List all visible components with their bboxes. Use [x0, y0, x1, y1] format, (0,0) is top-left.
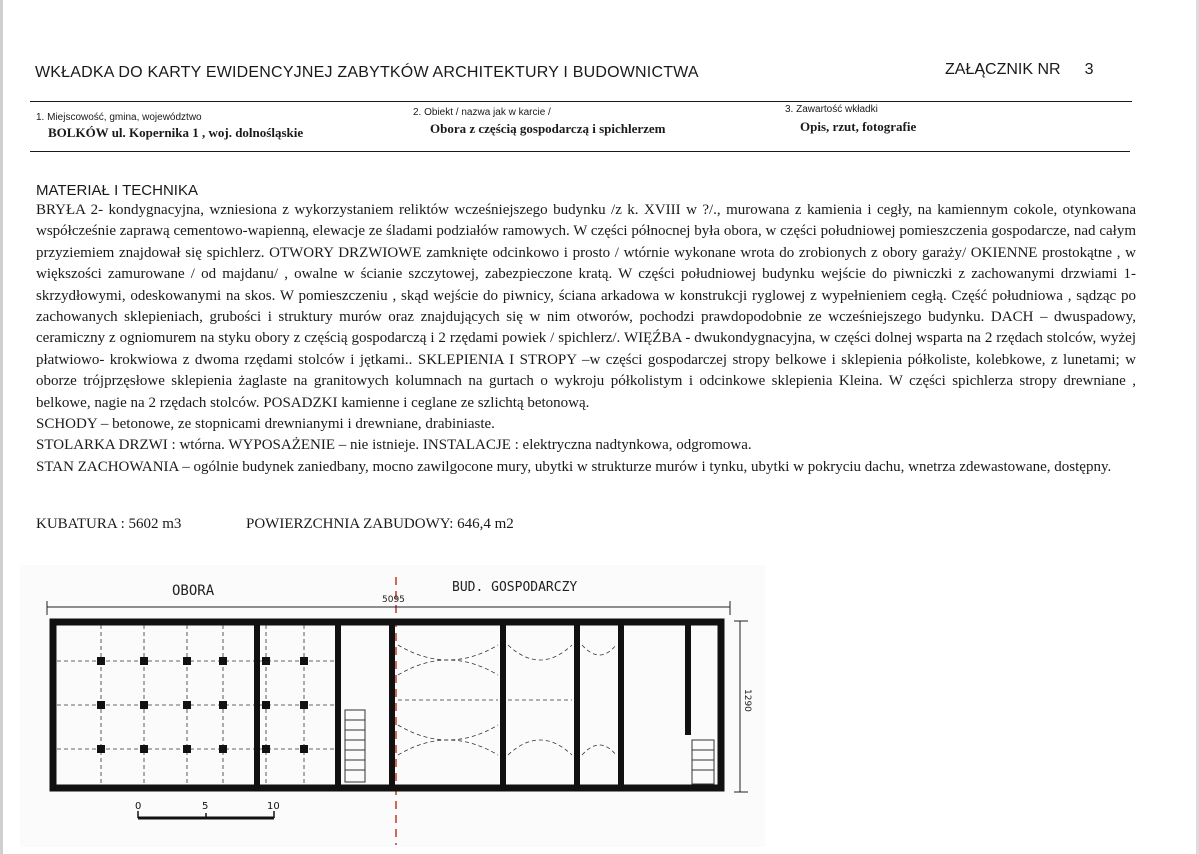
dimension-width-label: 1290 [742, 689, 752, 712]
scale-tick-label: 5 [202, 801, 209, 812]
plan-label-gospodarczy: BUD. GOSPODARCZY [452, 580, 578, 595]
description-paragraph: STAN ZACHOWANIA – ogólnie budynek zaniedbany, mocno zawilgocone mury, ubytki w strukturze murów i tynku, ubytki w pokryciu dachu, wnetrza zdewastowane, dostępny. [36, 458, 1112, 475]
fields-rule [30, 151, 1130, 152]
scale-tick-label: 10 [267, 801, 280, 812]
interior-walls [257, 622, 688, 788]
document-title: WKŁADKA DO KARTY EWIDENCYJNEJ ZABYTKÓW ARCHITEKTURY I BUDOWNICTWA [35, 64, 699, 81]
annex-label-text: ZAŁĄCZNIK NR [945, 61, 1061, 78]
field-contents-label: 3. Zawartość wkładki [785, 104, 878, 115]
stairs [345, 710, 714, 784]
description-body [36, 200, 1136, 478]
field-contents-value: Opis, rzut, fotografie [800, 119, 917, 134]
kubatura-value: KUBATURA : 5602 m3 [36, 516, 182, 532]
description-paragraph: SCHODY – betonowe, ze stopnicami drewnianymi i drewniane, drabiniaste. [36, 416, 495, 433]
field-object-label: 2. Obiekt / nazwa jak w karcie / [413, 107, 551, 118]
section-heading: MATERIAŁ I TECHNIKA [36, 182, 198, 199]
floor-plan [20, 565, 765, 847]
annex-label [945, 61, 1093, 79]
field-location-label: 1. Miejscowość, gmina, województwo [36, 112, 202, 123]
plan-label-obora: OBORA [172, 583, 215, 599]
gospodarczy-vaults [398, 645, 616, 755]
description-paragraph: BRYŁA 2- kondygnacyjna, wzniesiona z wykorzystaniem reliktów wcześniejszego budynku /z k. XVIII w ?/., murowana z kamienia i cegły, na kamiennym cokole, otynkowana współcześnie zaprawą cementowo-wapienną, elewacje ze śladami podziałów ramowych. W części północnej była obora, w części południowej pomieszczenia gospodarcze, nad całym przyziemiem znajdował się spichlerz. OTWORY DRZWIOWE zamknięte odcinkowo i prosto / wtórnie wykonane wrota do zrobionych z obory garaży/ OKIENNE prostokątne , w większości zamurowane / od majdanu/ , owalne w ścianie szczytowej, zabezpieczone kratą. W części południowej budynku wejście do piwniczki z zachowanymi drzwiami 1- skrzydłowymi, odeskowanymi na skos. W pomieszczeniu , skąd wejście do piwnicy, ściana arkadowa w konstrukcji ryglowej z wypełnieniem cegłą. Część południowa , sądząc po zachowanych sklepieniach, grubości i struktury murów oraz znajdujących się w nim otworów, pochodzi prawdopodobnie ze wcześniejszego budynku. DACH – dwuspadowy, ceramiczny z ogniomurem na styku obory z częścią gospodarczą i 2 rzędami powiek / spichlerz/. WIĘŹBA - dwukondygnacyjna, w części dolnej wsparta na 2 rzędach stolców, wyżej płatwiowo- krokwiowa z dwoma rzędami stolców i jętkami.. SKLEPIENIA I STROPY –w części gospodarczej stropy belkowe i sklepienia półkoliste, kolebkowe, z lunetami; w oborze trójprzęsłowe sklepienia żaglaste na granitowych kolumnach na gurtach o wykroju półkolistym i odcinkowe sklepienia Kleina. W części spichlerza stropy drewniane , belkowe, nagie na 2 rzędach stolców. POSADZKI kamienne i ceglane ze szlichtą betonową. [36, 202, 1136, 411]
dimension-length-label: 5095 [382, 595, 405, 605]
description-paragraph: STOLARKA DRZWI : wtórna. WYPOSAŻENIE – nie istnieje. INSTALACJE : elektryczna nadtynkowa, odgromowa. [36, 437, 752, 454]
scale-bar [135, 801, 280, 818]
powierzchnia-value: POWIERZCHNIA ZABUDOWY: 646,4 m2 [246, 516, 514, 532]
field-object-value: Obora z częścią gospodarczą i spichlerzem [430, 121, 666, 136]
header-rule [30, 101, 1132, 102]
scale-tick-label: 0 [135, 801, 142, 812]
field-location-value: BOLKÓW ul. Kopernika 1 , woj. dolnośląskie [48, 125, 304, 140]
annex-number: 3 [1084, 61, 1094, 78]
